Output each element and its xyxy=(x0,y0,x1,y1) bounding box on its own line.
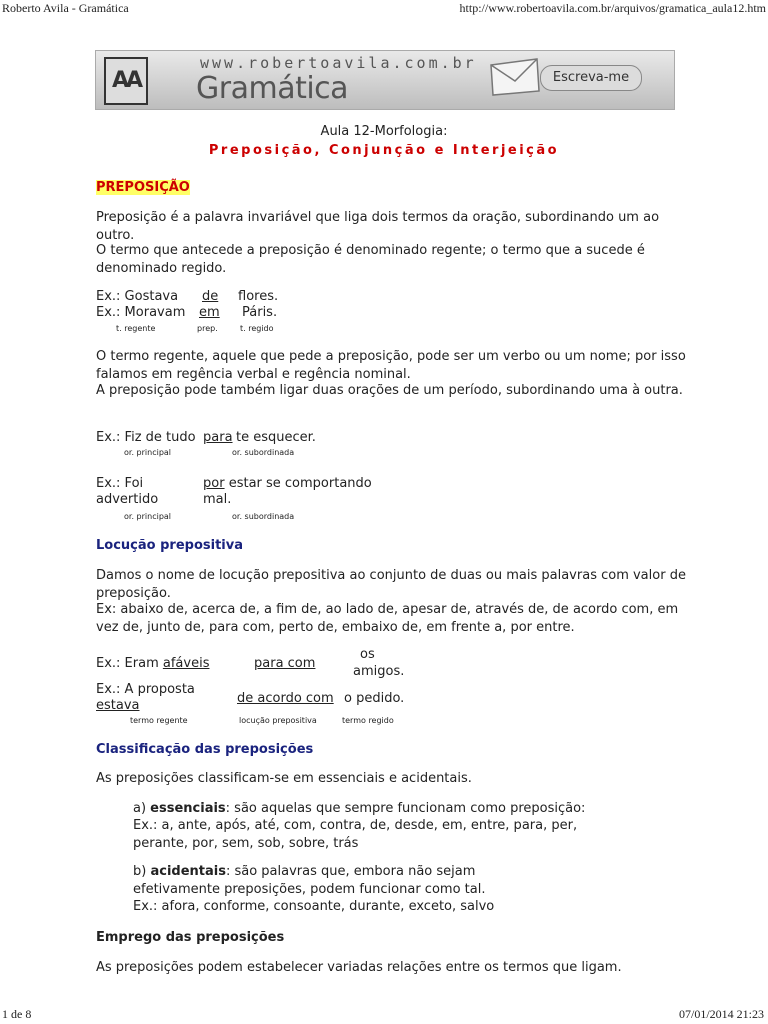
site-banner xyxy=(95,50,675,110)
locucao-example-1-regido-2: amigos. xyxy=(353,664,405,679)
example-3-prep: para xyxy=(203,430,233,445)
example-3-principal: Ex.: Fiz de tudo xyxy=(96,430,196,445)
classif-essenciais: a) essenciais: são aquelas que sempre funcionam como preposição: xyxy=(133,801,586,816)
banner-site-url: www.robertoavila.com.br xyxy=(200,54,477,72)
example-4-principal-1: Ex.: Foi xyxy=(96,476,144,491)
example-4-subordinada-1: por estar se comportando xyxy=(203,476,372,491)
contact-button[interactable]: Escreva-me xyxy=(540,65,642,91)
section-heading-preposicao: PREPOSIÇÃO xyxy=(96,180,190,195)
page-number: 1 de 8 xyxy=(2,1007,32,1021)
locucao-example-2-regente-2: estava xyxy=(96,698,140,713)
prep-paragraph-2: O termo que antecede a preposição é denominado regente; o termo que a sucede é denominado regido. xyxy=(96,243,645,276)
example-3-subordinada: te esquecer. xyxy=(236,430,316,445)
label-t-regente: t. regente xyxy=(116,324,156,333)
example-2-prep: em xyxy=(199,305,220,320)
site-logo[interactable]: AA xyxy=(104,57,148,105)
prep-paragraph-1: Preposição é a palavra invariável que liga dois termos da oração, subordinando um ao outro. xyxy=(96,210,660,243)
section-heading-emprego: Emprego das preposições xyxy=(96,930,285,945)
example-2-regido: Páris. xyxy=(242,305,278,320)
label-or-subordinada-2: or. subordinada xyxy=(232,512,295,521)
lesson-subtitle: Preposição, Conjunção e Interjeição xyxy=(208,143,560,158)
classif-intro: As preposições classificam-se em essenciais e acidentais. xyxy=(96,771,472,786)
label-t-regido: t. regido xyxy=(240,324,274,333)
locucao-example-2-locucao: de acordo com xyxy=(237,691,334,706)
label-prep: prep. xyxy=(197,324,218,333)
classif-acidentais: b) acidentais: são palavras que, embora não sejam efetivamente preposições, podem funcionar como tal. xyxy=(133,864,486,897)
print-title: Roberto Avila - Gramática xyxy=(2,1,129,15)
lesson-title: Aula 12-Morfologia: xyxy=(320,124,448,139)
locucao-example-1-regido-1: os xyxy=(360,647,375,662)
example-1-prep: de xyxy=(202,289,219,304)
section-heading-classificacao: Classificação das preposições xyxy=(96,742,314,757)
classif-essenciais-examples: Ex.: a, ante, após, até, com, contra, de, desde, em, entre, para, per, perante, por, sem, sob, sobre, trás xyxy=(133,818,578,851)
label-or-subordinada: or. subordinada xyxy=(232,448,295,457)
locucao-example-2-regido: o pedido. xyxy=(344,691,405,706)
label-termo-regido: termo regido xyxy=(342,716,394,725)
emprego-paragraph: As preposições podem estabelecer variadas relações entre os termos que ligam. xyxy=(96,960,622,975)
example-4-subordinada-2: mal. xyxy=(203,492,232,507)
print-url: http://www.robertoavila.com.br/arquivos/gramatica_aula12.htm xyxy=(459,1,766,15)
envelope-icon[interactable] xyxy=(489,57,541,97)
locucao-example-1-locucao: para com xyxy=(254,656,316,671)
example-4-principal-2: advertido xyxy=(96,492,159,507)
locucao-example-2-regente-1: Ex.: A proposta xyxy=(96,682,195,697)
example-2-regente: Ex.: Moravam xyxy=(96,305,186,320)
print-header xyxy=(0,0,768,18)
print-footer xyxy=(0,1006,768,1024)
locucao-paragraph-1: Damos o nome de locução prepositiva ao conjunto de duas ou mais palavras com valor de preposição. xyxy=(96,568,686,601)
label-locucao-prepositiva: locução prepositiva xyxy=(239,716,317,725)
label-or-principal-2: or. principal xyxy=(124,512,172,521)
print-datetime: 07/01/2014 21:23 xyxy=(678,1007,764,1021)
label-or-principal: or. principal xyxy=(124,448,172,457)
prep-paragraph-3: O termo regente, aquele que pede a preposição, pode ser um verbo ou um nome; por isso falamos em regência verbal e regência nominal. xyxy=(96,349,686,382)
example-1-regido: flores. xyxy=(238,289,279,304)
banner-title: Gramática xyxy=(196,71,349,106)
label-termo-regente: termo regente xyxy=(130,716,188,725)
locucao-example-1-regente: Ex.: Eram afáveis xyxy=(96,656,210,671)
section-heading-locucao: Locução prepositiva xyxy=(96,538,243,553)
locucao-paragraph-2: Ex: abaixo de, acerca de, a fim de, ao lado de, apesar de, através de, de acordo com, em vez de, junto de, para com, perto de, embaixo de, em frente a, por entre. xyxy=(96,602,679,635)
example-1-regente: Ex.: Gostava xyxy=(96,289,179,304)
prep-paragraph-4: A preposição pode também ligar duas orações de um período, subordinando uma à outra. xyxy=(96,383,683,398)
classif-acidentais-examples: Ex.: afora, conforme, consoante, durante, exceto, salvo xyxy=(133,899,495,914)
